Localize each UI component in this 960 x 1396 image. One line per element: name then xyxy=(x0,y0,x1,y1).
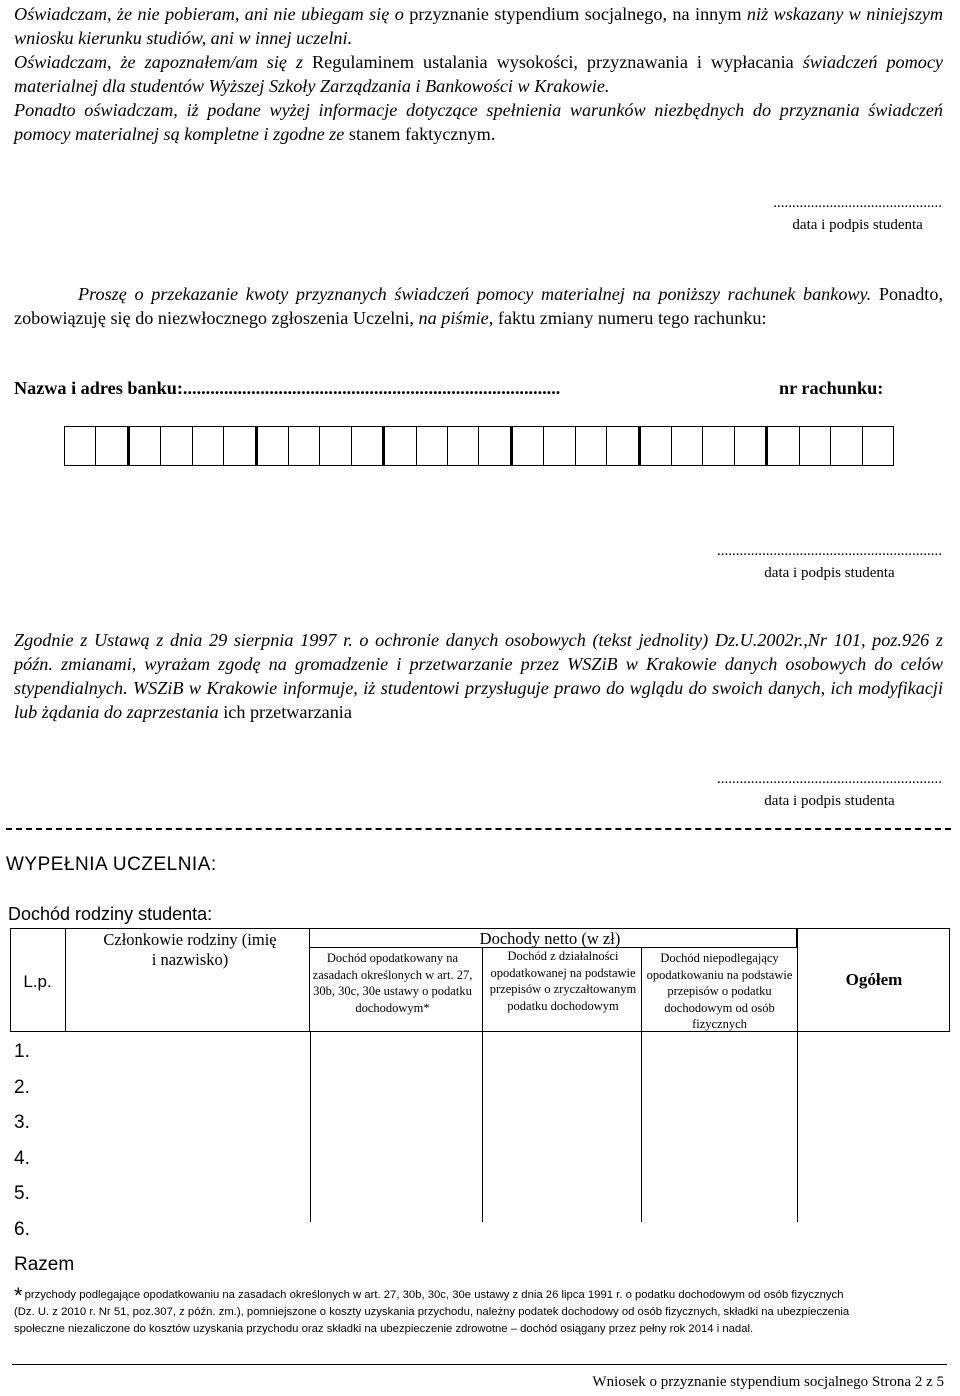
footnote-text: społeczne niezaliczone do kosztów uzyskania przychodu oraz składki na ubezpieczenie zdrowotne – dochód osiągany przez pełny rok 2014 i nadal. xyxy=(14,1323,754,1335)
account-number-boxes[interactable] xyxy=(64,426,894,466)
signature-line: ............................................................ xyxy=(717,771,942,787)
table-row: 2. xyxy=(14,1076,30,1098)
table-row: 6. xyxy=(14,1218,30,1240)
table-row: 4. xyxy=(14,1147,30,1169)
data-area-mid xyxy=(482,1032,642,1222)
bank-paragraph xyxy=(14,282,943,330)
account-digit-box[interactable] xyxy=(416,427,447,465)
table-row: 3. xyxy=(14,1112,30,1133)
header-lump-sum-income: Dochód z działalności opodatkowanej na podstawie przepisów o zryczałtowanym podatku dochodowym xyxy=(489,949,637,1013)
signature-line: ............................................................ xyxy=(717,543,942,559)
university-section-title: WYPEŁNIA UCZELNIA: xyxy=(6,854,217,875)
signature-label: data i podpis studenta xyxy=(764,565,895,581)
declaration-text: stanem faktycznym. xyxy=(348,124,496,144)
declaration-paragraph xyxy=(14,2,943,146)
account-digit-box[interactable] xyxy=(351,427,382,465)
account-digit-box[interactable] xyxy=(862,427,893,465)
bank-text: Uczelni, xyxy=(352,308,419,328)
account-digit-box[interactable] xyxy=(223,427,254,465)
table-row: 1. xyxy=(14,1041,30,1062)
bank-text: na piśmie xyxy=(418,308,489,328)
account-digit-box[interactable] xyxy=(382,427,415,465)
declaration-text: świadczeń pomocy materialnej dla studentów Wyższej Szkoły Zarządzania i Bankowości w Krakowie. xyxy=(14,52,944,96)
account-digit-box[interactable] xyxy=(127,427,160,465)
account-digit-box[interactable] xyxy=(638,427,671,465)
account-digit-box[interactable] xyxy=(478,427,509,465)
declaration-text: Oświadczam, że zapoznałem/am się z xyxy=(14,52,312,72)
signature-block xyxy=(717,540,942,584)
account-number-label: nr rachunku: xyxy=(779,378,884,398)
declaration-text: przyznanie stypendium socjalnego, na innym xyxy=(409,4,742,24)
account-digit-box[interactable] xyxy=(575,427,606,465)
footnote-text: (Dz. U. z 2010 r. Nr 51, poz.307, z późn. zm.), pomniejszone o koszty uzyskania przychodu, należny podatek dochodowy od osób fizycznych, składki na ubezpieczenia xyxy=(14,1306,850,1318)
account-digit-box[interactable] xyxy=(319,427,350,465)
table-row-total: Razem xyxy=(14,1254,75,1275)
header-lp: L.p. xyxy=(23,972,52,991)
declaration-text: Regulaminem ustalania wysokości, przyznawania i wypłacania xyxy=(311,52,794,72)
account-digit-box[interactable] xyxy=(95,427,126,465)
account-digit-box[interactable] xyxy=(447,427,478,465)
account-digit-box[interactable] xyxy=(765,427,798,465)
declaration-text: Oświadczam, że nie pobieram, ani nie ubiegam się o xyxy=(14,4,410,24)
account-digit-box[interactable] xyxy=(255,427,288,465)
account-digit-box[interactable] xyxy=(734,427,765,465)
header-net-income: Dochody netto (w zł) xyxy=(479,929,621,948)
account-digit-box[interactable] xyxy=(702,427,733,465)
declaration-text: niż wskazany w niniejszym wniosku kierunku studiów, ani w innej uczelni. xyxy=(14,4,944,48)
signature-line: ............................................. xyxy=(773,195,942,211)
consent-paragraph xyxy=(14,628,943,724)
account-digit-box[interactable] xyxy=(543,427,574,465)
account-digit-box[interactable] xyxy=(288,427,319,465)
cut-line-divider xyxy=(6,828,951,830)
header-untaxed-income: Dochód niepodlegający opodatkowaniu na podstawie przepisów o podatku dochodowym od osób fizycznych xyxy=(646,951,793,1031)
table-row: 5. xyxy=(14,1183,30,1204)
signature-label: data i podpis studenta xyxy=(764,793,895,809)
footnote xyxy=(14,1282,949,1338)
header-total: Ogółem xyxy=(845,970,903,989)
declaration-text: Ponadto oświadczam, iż podane wyżej informacje dotyczące spełnienia warunków niezbędnych do przyznania świadczeń pomocy materialnej są kompletne i zgodne ze xyxy=(14,100,943,144)
header-family-members: Członkowie rodziny (imię i nazwisko) xyxy=(103,930,277,969)
account-digit-box[interactable] xyxy=(65,427,95,465)
account-digit-box[interactable] xyxy=(671,427,702,465)
bank-text: Ponadto, zobowiązuję się do niezwłocznego zgłoszenia xyxy=(14,284,943,328)
income-table xyxy=(10,928,950,1228)
bank-text: Proszę o przekazanie kwoty przyznanych świadczeń pomocy materialnej na poniższy rachunek bankowy. xyxy=(78,284,879,304)
footnote-text: przychody podlegające opodatkowaniu na zasadach określonych w art. 27, 30b, 30c, 30e ustawy z dnia 26 lipca 1991 r. o podatku dochodowym od osób fizycznych xyxy=(24,1289,844,1301)
footnote-asterisk: * xyxy=(14,1283,23,1308)
signature-block xyxy=(773,192,942,236)
consent-text: ich przetwarzania xyxy=(223,702,352,722)
account-digit-box[interactable] xyxy=(830,427,861,465)
page-footer: Wniosek o przyznanie stypendium socjalnego Strona 2 z 5 xyxy=(592,1374,944,1390)
account-digit-box[interactable] xyxy=(192,427,223,465)
account-digit-box[interactable] xyxy=(799,427,830,465)
signature-label: data i podpis studenta xyxy=(792,217,923,233)
signature-block xyxy=(717,768,942,812)
bank-text: , faktu zmiany numeru tego rachunku: xyxy=(488,308,767,328)
consent-text: Zgodnie z Ustawą z dnia 29 sierpnia 1997 r. o ochronie danych osobowych (tekst jednolity) Dz.U.2002r.,Nr 101, poz.926 z późn. zmianami, wyrażam zgodę na gromadzenie i przetwarzanie przez WSZiB w Krakowie danych osobowych do celów stypendialnych. WSZiB w Krakowie informuje, iż studentowi przysługuje prawo do wglądu do swoich danych, ich modyfikacji lub żądania do zaprzestania xyxy=(14,630,943,722)
account-digit-box[interactable] xyxy=(510,427,543,465)
table-row-labels xyxy=(14,1034,74,1283)
bank-name-field[interactable]: Nazwa i adres banku:................................................................................... xyxy=(14,378,561,398)
footer-divider xyxy=(12,1364,947,1365)
header-taxed-income: Dochód opodatkowany na zasadach określonych w art. 27, 30b, 30c, 30e ustawy o podatku dochodowym* xyxy=(312,951,473,1015)
account-digit-box[interactable] xyxy=(160,427,191,465)
account-digit-box[interactable] xyxy=(606,427,637,465)
data-area-right xyxy=(797,1032,798,1222)
family-income-title: Dochód rodziny studenta: xyxy=(8,904,213,924)
bank-name-row xyxy=(14,378,943,399)
